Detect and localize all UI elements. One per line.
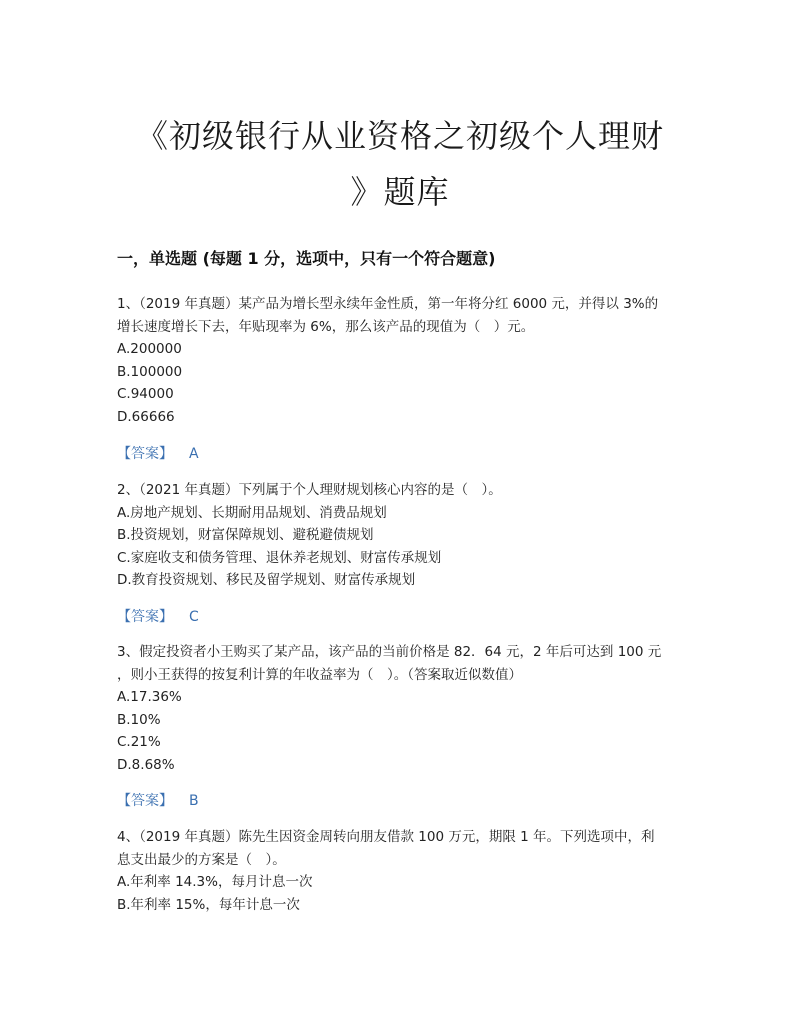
option-d: D.8.68%	[117, 756, 175, 773]
question-stem-line: ，则小王获得的按复利计算的年收益率为（ ）。（答案取近似数值）	[117, 666, 522, 683]
option-c: C.家庭收支和债务管理、退休养老规划、财富传承规划	[117, 549, 442, 566]
question-stem-line: 增长速度增长下去，年贴现率为 6%，那么该产品的现值为（ ）元。	[117, 318, 535, 335]
question-stem-line: 4、（2019 年真题）陈先生因资金周转向朋友借款 100 万元，期限 1 年。下列选项中，利	[117, 829, 655, 845]
option-b: B.100000	[117, 363, 183, 380]
question-4	[117, 826, 687, 916]
option-b: B.年利率 15%，每年计息一次	[117, 896, 300, 913]
option-a: A.200000	[117, 341, 182, 357]
option-d: D.66666	[117, 408, 175, 425]
answer-label: 【答案】	[117, 446, 173, 462]
answer-label: 【答案】	[117, 793, 173, 809]
answer-label: 【答案】	[117, 609, 173, 625]
answer-1	[117, 443, 199, 463]
answer-value: C	[189, 609, 199, 625]
option-a: A.17.36%	[117, 689, 182, 705]
title-line-2: 》题库	[350, 173, 450, 211]
answer-value: B	[189, 793, 199, 809]
option-b: B.投资规划，财富保障规划、避税避债规划	[117, 527, 374, 543]
document-title	[110, 108, 690, 220]
option-c: C.21%	[117, 734, 161, 750]
option-d: D.教育投资规划、移民及留学规划、财富传承规划	[117, 572, 416, 588]
question-stem-line: 息支出最少的方案是（ ）。	[117, 851, 286, 868]
question-stem-line: 1、（2019 年真题）某产品为增长型永续年金性质，第一年将分红 6000 元，并得以 3%的	[117, 296, 659, 312]
option-b: B.10%	[117, 711, 161, 728]
option-a: A.房地产规划、长期耐用品规划、消费品规划	[117, 504, 387, 521]
question-stem-line: 2、（2021 年真题）下列属于个人理财规划核心内容的是（ ）。	[117, 482, 502, 498]
option-a: A.年利率 14.3%，每月计息一次	[117, 874, 313, 890]
question-2	[117, 479, 687, 592]
answer-2	[117, 606, 199, 626]
section-heading: 一，单选题 (每题 1 分，选项中，只有一个符合题意)	[117, 249, 496, 268]
answer-value: A	[189, 446, 199, 462]
title-line-1: 《初级银行从业资格之初级个人理财	[135, 117, 664, 155]
option-c: C.94000	[117, 386, 174, 402]
question-stem-line: 3、假定投资者小王购买了某产品，该产品的当前价格是 82．64 元，2 年后可达到 100 元	[117, 644, 662, 660]
question-3	[117, 641, 687, 776]
answer-3	[117, 790, 199, 810]
question-1	[117, 293, 687, 428]
